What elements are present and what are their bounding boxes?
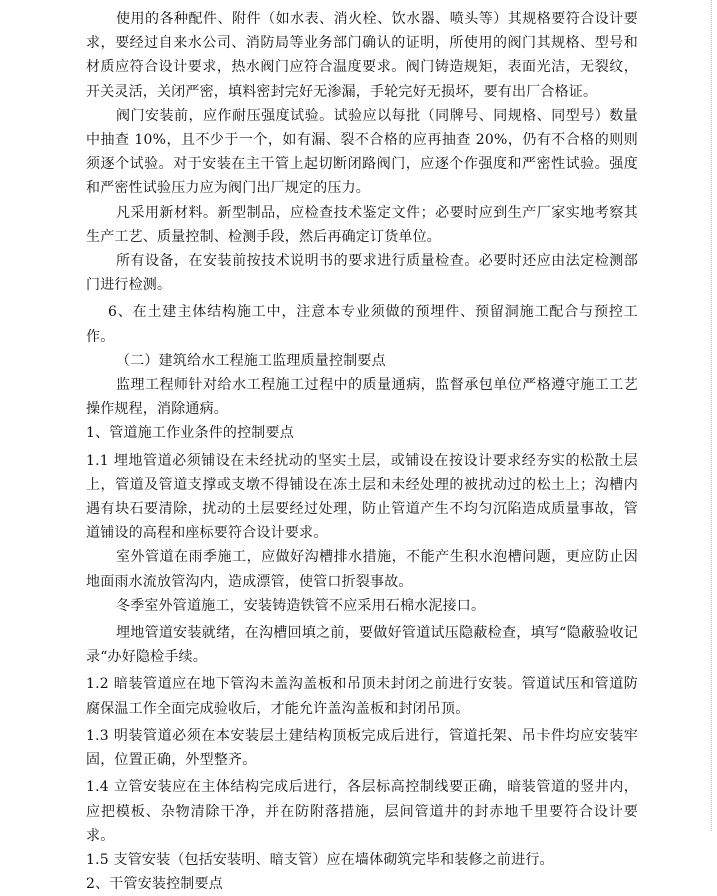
paragraph-1-2-concealed-pipes: 1.2 暗装管道应在地下管沟未盖沟盖板和吊顶未封闭之前进行安装。管道试压和管道防腐保温工作全面完成验收后，才能允许盖沟盖板和封闭吊顶。 [86,676,638,717]
heading-1-pipe-conditions: 1、管道施工作业条件的控制要点 [86,425,294,442]
paragraph-winter-construction: 冬季室外管道施工，安装铸造铁管不应采用石棉水泥接口。 [116,597,486,614]
section-heading-water-supply-supervision: （二）建筑给水工程施工监理质量控制要点 [116,352,386,369]
paragraph-new-materials: 凡采用新材料。新型制品，应检查技术鉴定文件；必要时应到生产厂家实地考察其生产工艺、质量控制、检测手段，然后再确定订货单位。 [86,204,638,245]
paragraph-1-3-exposed-pipes: 1.3 明装管道必须在本安装层土建结构顶板完成后进行，管道托架、吊卡件均应安装牢固，位置正确，外型整齐。 [86,727,638,769]
heading-2-main-pipes: 2、干管安装控制要点 [86,876,223,893]
list-item-6-embedded-parts: 6、在土建主体结构施工中，注意本专业须做的预埋件、预留洞施工配合与预控工作。 [86,304,638,345]
paragraph-supervision-duty: 监理工程师针对给水工程施工过程中的质量通病，监督承包单位严格遵守施工工艺操作规程，消除通病。 [86,377,638,418]
paragraph-concealed-inspection: 埋地管道安装就绪，在沟槽回填之前，要做好管道试压隐蔽检查，填写“隐蔽验收记录“办好隐检手续。 [86,625,638,666]
paragraph-valve-pressure-test: 阀门安装前，应作耐压强度试验。试验应以每批（同牌号、同规格、同型号）数量中抽查 10%，且不少于一个，如有漏、裂不合格的应再抽查 20%，仍有不合格的则则须逐个试验。对于安装在主干管上起切断闭路阀门，应逐个作强度和严密性试验。强度和严密性试验压力应为阀门出厂规定的压力。 [86,107,638,197]
paragraph-equipment-inspection: 所有设备，在安装前按技术说明书的要求进行质量检查。必要时还应由法定检测部门进行检测。 [86,253,638,294]
page-edge-line [711,0,713,831]
paragraph-fittings-requirements: 使用的各种配件、附件（如水表、消火栓、饮水器、喷头等）其规格要符合设计要求，要经过自来水公司、消防局等业务部门确认的证明，所使用的阀门其规格、型号和材质应符合设计要求，热水阀门应符合温度要求。阀门铸造规矩，表面光洁，无裂纹，开关灵活，关闭严密，填料密封完好无渗漏，手轮完好无损坏，要有出厂合格证。 [86,11,638,100]
paragraph-1-5-branch-pipes: 1.5 支管安装（包括安装明、暗支管）应在墙体砌筑完毕和装修之前进行。 [86,851,554,868]
paragraph-1-4-risers: 1.4 立管安装应在主体结构完成后进行，各层标高控制线要正确，暗装管道的竖井内，应把模板、杂物清除干净，并在防附落措施，层间管道井的封赤地千里要符合设计要求。 [86,779,638,844]
paragraph-1-1-buried-pipes: 1.1 埋地管道必须铺设在未经扰动的坚实土层，或铺设在按设计要求经夯实的松散土层上，管道及管道支撑或支墩不得铺设在冻土层和未经处理的被扰动过的松土上；沟槽内遇有块石要清除，扰动的土层要经过处理，防止管道产生不均匀沉陷造成质量事故，管道铺设的高程和座标要符合设计要求。 [86,452,638,542]
paragraph-rainy-season: 室外管道在雨季施工，应做好沟槽排水措施，不能产生积水泡槽问题，更应防止因地面雨水流放管沟内，造成漂管，使管口折裂事故。 [86,549,638,590]
document-body [86,7,638,896]
